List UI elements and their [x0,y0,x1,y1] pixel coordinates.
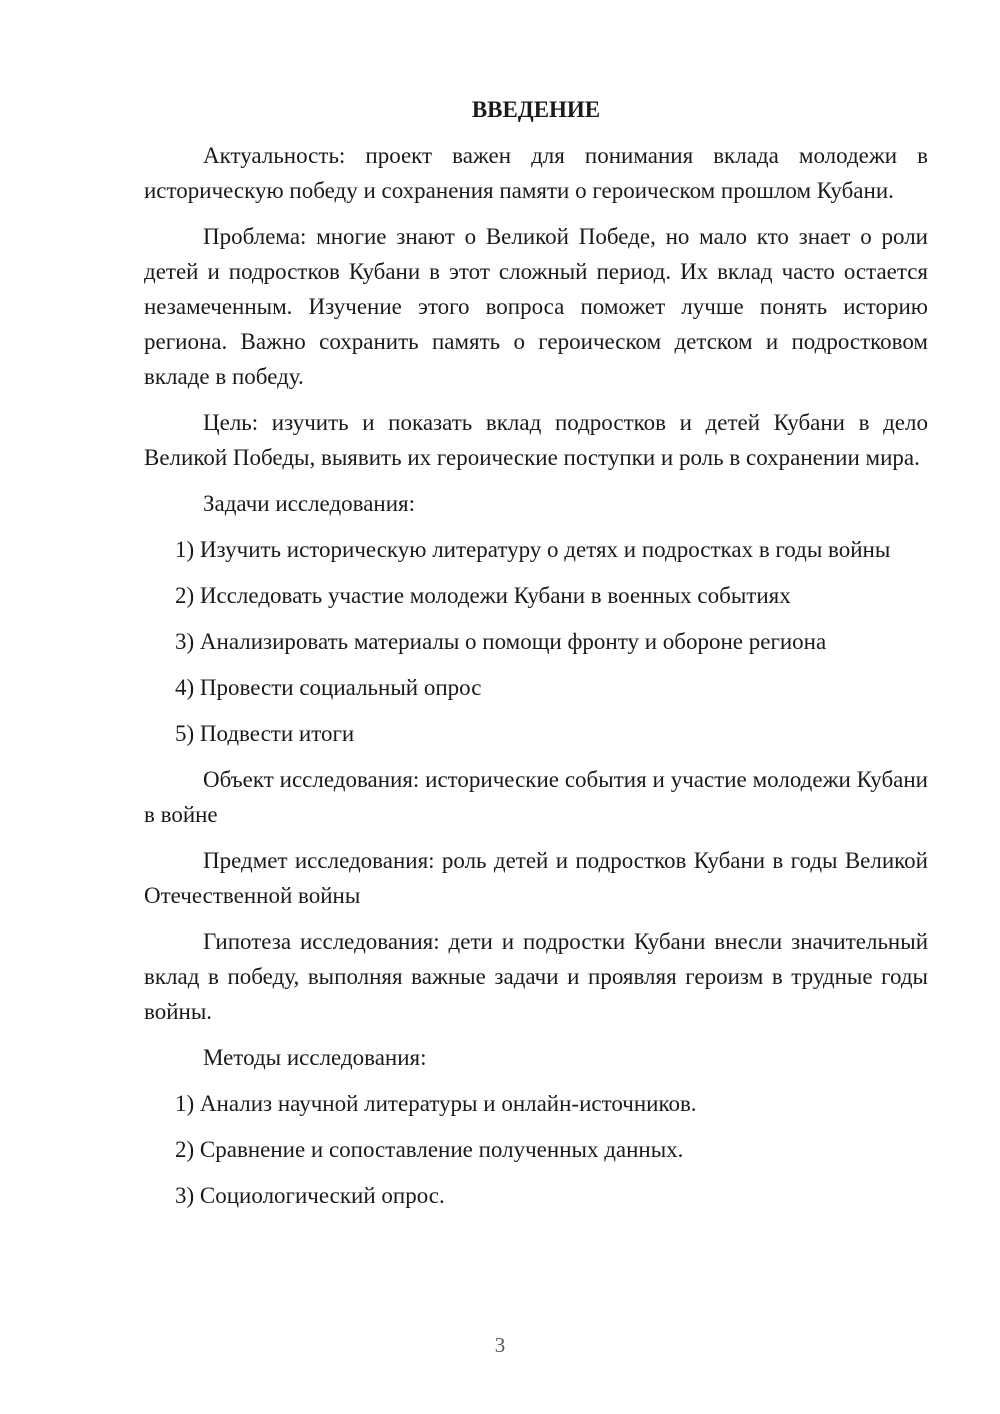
list-item: 2) Исследовать участие молодежи Кубани в военных событиях [175,583,791,608]
hypothesis-paragraph: Гипотеза исследования: дети и подростки Кубани внесли значительный вклад в победу, выполняя важные задачи и проявляя героизм в трудные годы войны. [144,929,928,1024]
page-number: 3 [494,1333,506,1357]
subject-paragraph: Предмет исследования: роль детей и подростков Кубани в годы Великой Отечественной войны [144,848,928,908]
object-paragraph: Объект исследования: исторические события и участие молодежи Кубани в войне [144,767,928,827]
methods-heading: Методы исследования: [203,1045,427,1070]
document-page [144,92,928,1224]
page-title: ВВЕДЕНИЕ [471,97,601,122]
list-item: 3) Социологический опрос. [175,1183,445,1208]
list-item: 1) Анализ научной литературы и онлайн-источников. [175,1091,697,1116]
list-item: 5) Подвести итоги [175,721,355,746]
goal-paragraph: Цель: изучить и показать вклад подростков и детей Кубани в дело Великой Победы, выявить их героические поступки и роль в сохранении мира. [144,410,928,470]
list-item: 3) Анализировать материалы о помощи фронту и обороне региона [175,629,827,654]
list-item: 4) Провести социальный опрос [175,675,482,700]
relevance-paragraph: Актуальность: проект важен для понимания вклада молодежи в историческую победу и сохранения памяти о героическом прошлом Кубани. [144,143,928,203]
methods-list [144,1086,928,1213]
list-item: 2) Сравнение и сопоставление полученных данных. [175,1137,684,1162]
tasks-heading: Задачи исследования: [203,491,416,516]
problem-paragraph: Проблема: многие знают о Великой Победе, но мало кто знает о роли детей и подростков Кубани в этот сложный период. Их вклад часто остается незамеченным. Изучение этого вопроса поможет лучше понять историю региона. Важно сохранить память о героическом детском и подростковом вкладе в победу. [144,224,928,389]
tasks-list [144,532,928,751]
list-item: 1) Изучить историческую литературу о детях и подростках в годы войны [175,537,891,562]
